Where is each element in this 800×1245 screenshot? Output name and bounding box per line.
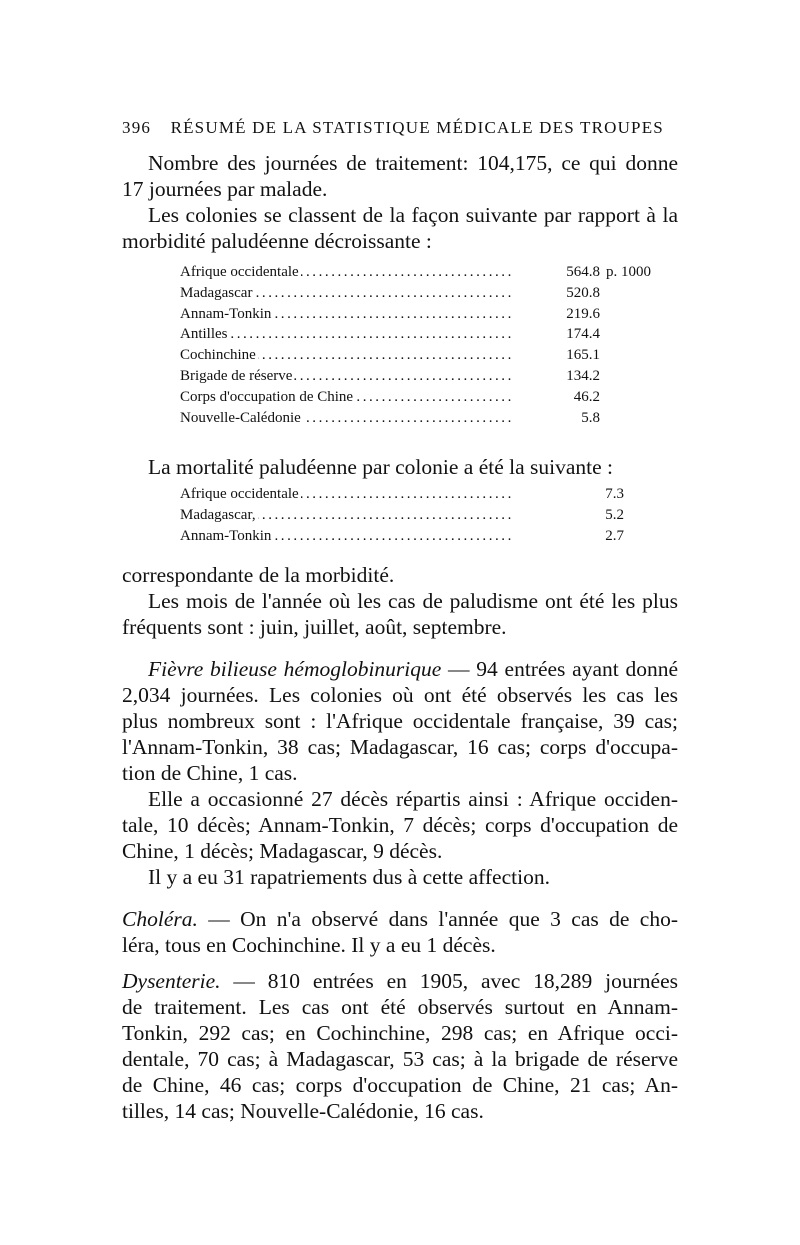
text-line: Les mois de l'année où les cas de paludisme ont été les plus <box>148 589 678 613</box>
row-value: 46.2 <box>573 388 600 405</box>
row-value: 2.7 <box>605 527 624 544</box>
paragraph-journees <box>122 150 678 202</box>
row-label: Afrique occidentale <box>180 264 299 280</box>
text-line: correspondante de la morbidité. <box>122 563 395 587</box>
row-value: 564.8 <box>566 264 600 280</box>
row-label: Madagascar, <box>180 506 256 523</box>
section-title: Fièvre bilieuse hémoglobinurique <box>148 657 442 681</box>
text-line: Les colonies se classent de la façon suivante par rapport à la <box>148 203 678 227</box>
text-line: de traitement. Les cas ont été observés surtout en Annam- <box>122 995 678 1019</box>
row-value: 165.1 <box>566 347 600 364</box>
paragraph-mortalite <box>122 454 678 480</box>
page-number: 396 <box>122 118 152 137</box>
table-row <box>180 387 651 408</box>
text-segment: — On n'a observé dans l'année que 3 cas de cho- <box>197 907 678 931</box>
section-dysenterie <box>122 968 678 1124</box>
row-value: 174.4 <box>566 326 600 343</box>
section-title: Choléra. <box>122 907 198 931</box>
row-value: 5.8 <box>581 409 600 426</box>
table-row <box>180 366 651 387</box>
text-line: 17 journées par malade. <box>122 177 328 201</box>
text-line: tilles, 14 cas; Nouvelle-Calédonie, 16 cas. <box>122 1099 484 1123</box>
text-line: Nombre des journées de traitement: 104,175, ce qui donne <box>148 151 678 175</box>
mortality-table <box>180 484 624 546</box>
paragraph-deces <box>122 786 678 864</box>
section-fievre <box>122 656 678 786</box>
paragraph-rapatriements <box>122 864 678 890</box>
text-segment: — 810 entrées en 1905, avec 18,289 journées <box>220 969 678 993</box>
table-row <box>180 262 651 283</box>
unit-label: p. 1000 <box>606 264 651 280</box>
row-label: Corps d'occupation de Chine <box>180 388 354 405</box>
text-line: 2,034 journées. Les colonies où ont été observés les cas les <box>122 683 678 707</box>
row-label: Madagascar <box>180 284 253 301</box>
table-row <box>180 484 624 505</box>
running-header <box>122 118 682 138</box>
running-title: RÉSUMÉ DE LA STATISTIQUE MÉDICALE DES TROUPES <box>170 118 664 137</box>
section-cholera <box>122 906 678 958</box>
text-line: tale, 10 décès; Annam-Tonkin, 7 décès; corps d'occupation de <box>122 813 678 837</box>
paragraph-mois <box>122 588 678 640</box>
row-label: Nouvelle-Calédonie <box>180 409 301 426</box>
text-line: plus nombreux sont : l'Afrique occidentale française, 39 cas; <box>122 709 678 733</box>
text-line: La mortalité paludéenne par colonie a été la suivante : <box>148 455 614 479</box>
text-line: Elle a occasionné 27 décès répartis ainsi : Afrique occiden- <box>148 787 678 811</box>
text-line: tion de Chine, 1 cas. <box>122 761 298 785</box>
table-row <box>180 505 624 526</box>
table-row <box>180 304 651 325</box>
row-value: 219.6 <box>566 305 600 322</box>
paragraph-classement <box>122 202 678 254</box>
row-label: Cochinchine <box>180 347 256 364</box>
row-value: 520.8 <box>566 284 600 301</box>
text-line: morbidité paludéenne décroissante : <box>122 229 432 253</box>
row-label: Brigade de réserve <box>180 367 293 384</box>
paragraph-correspondante <box>122 562 678 588</box>
text-line: léra, tous en Cochinchine. Il y a eu 1 décès. <box>122 933 496 957</box>
text-line: Tonkin, 292 cas; en Cochinchine, 298 cas; en Afrique occi- <box>122 1021 678 1045</box>
text-line: l'Annam-Tonkin, 38 cas; Madagascar, 16 cas; corps d'occupa- <box>122 735 678 759</box>
table-row <box>180 324 651 345</box>
row-label: Afrique occidentale <box>180 486 299 502</box>
text-line: de Chine, 46 cas; corps d'occupation de Chine, 21 cas; An- <box>122 1073 678 1097</box>
row-value: 5.2 <box>605 506 624 523</box>
row-label: Annam-Tonkin <box>180 527 272 544</box>
text-line: dentale, 70 cas; à Madagascar, 53 cas; à la brigade de réserve <box>122 1047 678 1071</box>
section-title: Dysenterie. <box>122 969 221 993</box>
row-value: 134.2 <box>566 367 600 384</box>
row-label: Antilles <box>180 326 228 343</box>
text-line: Chine, 1 décès; Madagascar, 9 décès. <box>122 839 443 863</box>
row-value: 7.3 <box>605 486 624 502</box>
table-row <box>180 345 651 366</box>
table-row <box>180 526 624 547</box>
text-line: fréquents sont : juin, juillet, août, septembre. <box>122 615 507 639</box>
table-row <box>180 408 651 429</box>
text-segment: — 94 entrées ayant donné <box>441 657 678 681</box>
text-line: Il y a eu 31 rapatriements dus à cette affection. <box>148 865 550 889</box>
table-row <box>180 283 651 304</box>
row-label: Annam-Tonkin <box>180 305 272 322</box>
morbidity-table <box>180 262 651 428</box>
